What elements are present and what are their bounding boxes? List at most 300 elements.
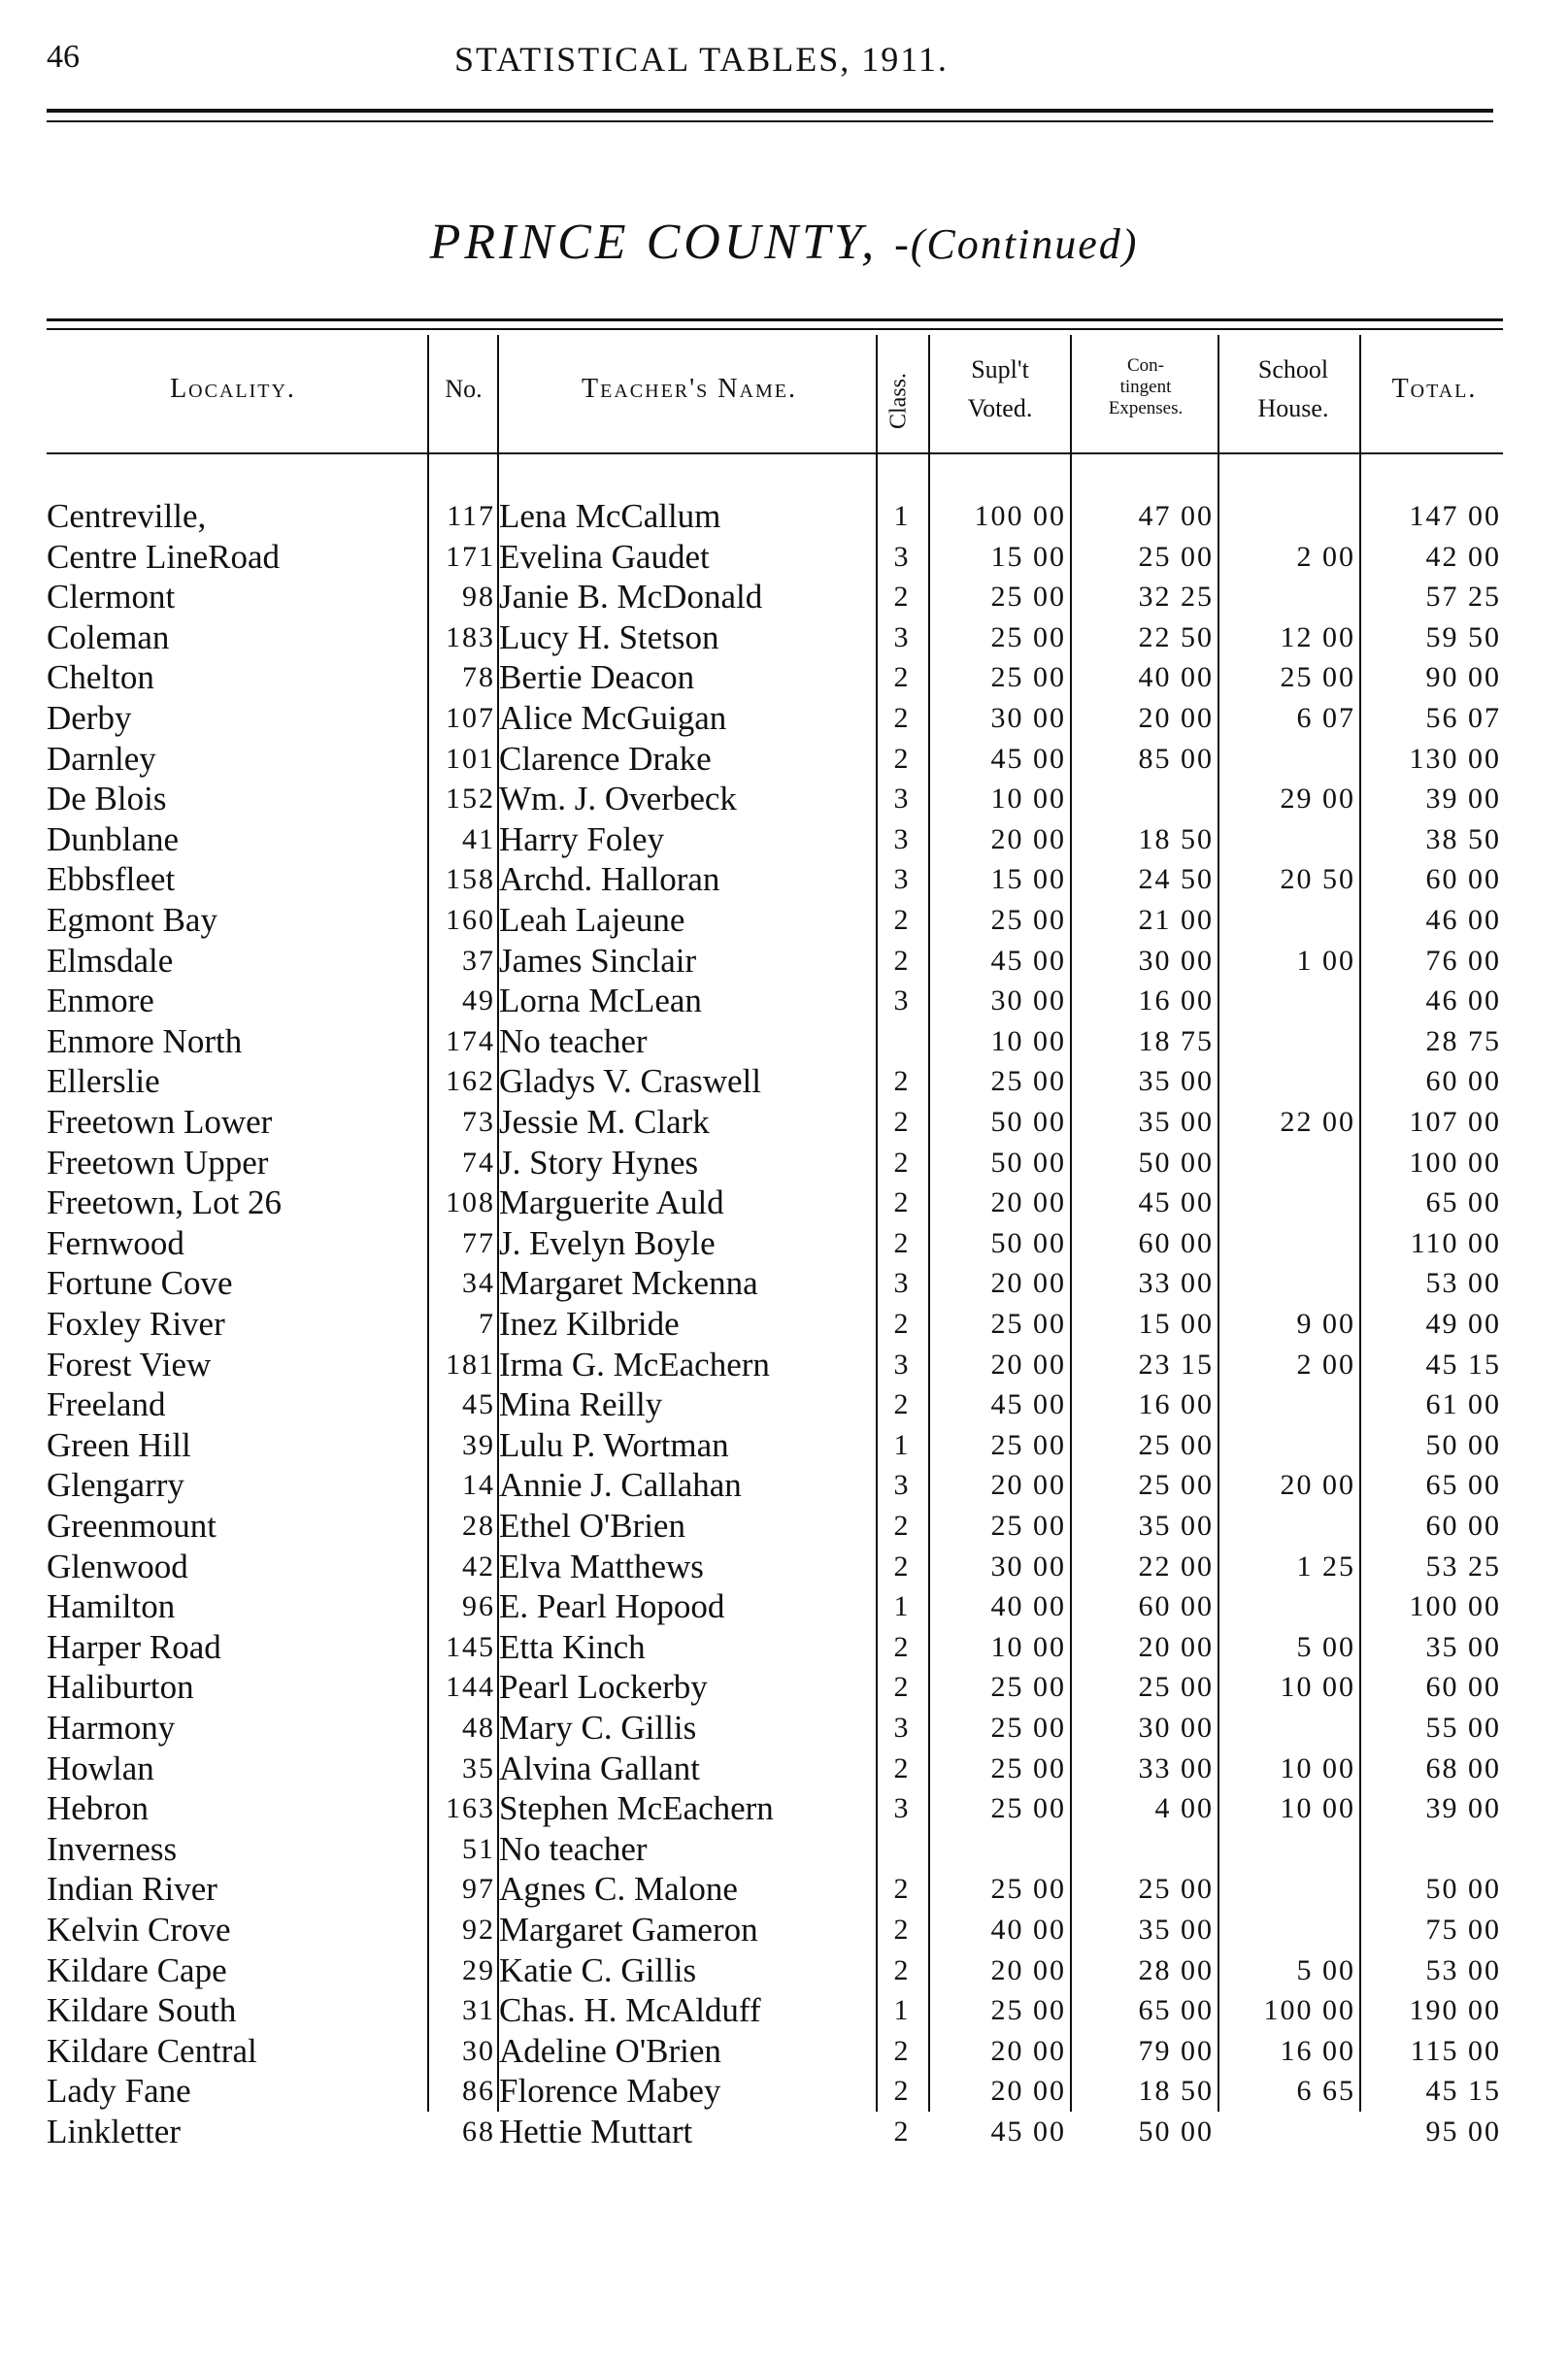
total-cell: 147 00 [1409,500,1501,532]
locality-cell: Enmore North [47,1021,243,1060]
contingent-expenses-cell: 47 00 [1138,500,1214,532]
total-cell: 46 00 [1425,904,1501,936]
class-cell: 2 [893,904,911,936]
number-cell: 14 [462,1469,495,1502]
teacher-name-cell: Katie C. Gillis [499,1950,697,1989]
total-cell: 60 00 [1425,863,1501,896]
header-school [1225,354,1361,424]
number-cell: 97 [462,1873,495,1906]
section-title [0,214,1568,271]
header-school-line1: School [1257,355,1329,383]
total-cell: 53 00 [1425,1953,1501,1986]
school-house-cell: 2 00 [1296,1348,1355,1381]
school-house-cell: 16 00 [1280,2034,1355,2067]
suplt-voted-cell: 25 00 [990,1065,1066,1098]
locality-cell: Fortune Cove [47,1264,233,1303]
suplt-voted-cell: 25 00 [990,581,1066,614]
locality-cell: Foxley River [47,1305,225,1343]
total-cell: 60 00 [1425,1510,1501,1542]
teacher-name-cell: Margaret Gameron [499,1911,758,1949]
column-divider [1218,335,1219,2112]
header-contingent-line3: Expenses. [1108,398,1184,418]
locality-cell: De Blois [47,780,167,818]
number-cell: 145 [446,1630,495,1663]
teacher-name-cell: Jessie M. Clark [499,1103,710,1141]
suplt-voted-cell: 40 00 [990,1914,1066,1946]
teacher-name-cell: Ethel O'Brien [499,1507,685,1545]
total-cell: 60 00 [1425,1671,1501,1704]
suplt-voted-cell: 20 00 [990,1186,1066,1219]
locality-cell: Harper Road [47,1627,221,1666]
class-cell: 2 [893,1065,911,1098]
page-number: 46 [47,39,80,75]
teacher-name-cell: Adeline O'Brien [499,2031,721,2070]
total-cell: 65 00 [1425,1186,1501,1219]
locality-cell: Freeland [47,1385,166,1424]
contingent-expenses-cell: 22 00 [1138,1550,1214,1583]
suplt-voted-cell: 25 00 [990,1671,1066,1704]
total-cell: 107 00 [1409,1106,1501,1138]
locality-cell: Elmsdale [47,941,174,980]
teacher-name-cell: Gladys V. Craswell [499,1062,761,1101]
column-divider [928,335,930,2112]
teacher-name-cell: Clarence Drake [499,739,712,778]
locality-cell: Enmore [47,982,154,1020]
teacher-name-cell: Margaret Mckenna [499,1264,758,1303]
locality-cell: Derby [47,699,132,737]
number-cell: 42 [462,1550,495,1583]
number-cell: 174 [446,1024,495,1057]
contingent-expenses-cell: 30 00 [1138,944,1214,977]
class-cell: 3 [893,822,911,855]
contingent-expenses-cell: 16 00 [1138,984,1214,1017]
school-house-cell: 1 00 [1296,944,1355,977]
number-cell: 86 [462,2075,495,2108]
locality-cell: Centre LineRoad [47,537,281,576]
teacher-name-cell: Evelina Gaudet [499,537,710,576]
school-house-cell: 6 07 [1296,702,1355,734]
class-cell: 2 [893,1146,911,1179]
class-cell: 2 [893,2075,911,2108]
total-cell: 50 00 [1425,1428,1501,1461]
total-cell: 95 00 [1425,2116,1501,2148]
suplt-voted-cell: 45 00 [990,742,1066,775]
suplt-voted-cell: 25 00 [990,1792,1066,1825]
class-cell: 3 [893,863,911,896]
number-cell: 29 [462,1953,495,1986]
teacher-name-cell: No teacher [499,1829,648,1868]
total-cell: 49 00 [1425,1308,1501,1340]
class-cell: 1 [893,1994,911,2027]
number-cell: 39 [462,1428,495,1461]
contingent-expenses-cell: 25 00 [1138,1873,1214,1906]
contingent-expenses-cell: 16 00 [1138,1388,1214,1421]
class-cell: 2 [893,742,911,775]
locality-cell: Freetown Upper [47,1143,269,1182]
suplt-voted-cell: 25 00 [990,1994,1066,2027]
locality-cell: Greenmount [47,1507,217,1545]
school-house-cell: 20 00 [1280,1469,1355,1502]
locality-cell: Glenwood [47,1547,188,1585]
header-class-text: Class. [885,372,912,430]
school-house-cell: 10 00 [1280,1751,1355,1784]
suplt-voted-cell: 30 00 [990,1550,1066,1583]
contingent-expenses-cell: 32 25 [1138,581,1214,614]
teacher-name-cell: Irma G. McEachern [499,1345,770,1383]
locality-cell: Ebbsfleet [47,860,176,899]
locality-cell: Freetown, Lot 26 [47,1183,283,1222]
table-top-rule-thick [47,318,1503,321]
locality-cell: Centreville, [47,497,207,535]
header-suplt-line2: Voted. [967,394,1033,422]
total-cell: 61 00 [1425,1388,1501,1421]
contingent-expenses-cell: 50 00 [1138,2116,1214,2148]
total-cell: 53 25 [1425,1550,1501,1583]
locality-cell: Egmont Bay [47,901,217,939]
number-cell: 49 [462,984,495,1017]
total-cell: 57 25 [1425,581,1501,614]
contingent-expenses-cell: 35 00 [1138,1914,1214,1946]
suplt-voted-cell: 25 00 [990,1510,1066,1542]
class-cell: 2 [893,1226,911,1259]
teacher-name-cell: Lorna McLean [499,982,702,1020]
contingent-expenses-cell: 60 00 [1138,1226,1214,1259]
class-cell: 2 [893,1106,911,1138]
number-cell: 34 [462,1267,495,1300]
page-header [47,39,1503,97]
number-cell: 35 [462,1751,495,1784]
suplt-voted-cell: 25 00 [990,1751,1066,1784]
teacher-name-cell: Bertie Deacon [499,658,695,697]
suplt-voted-cell: 100 00 [974,500,1066,532]
suplt-voted-cell: 25 00 [990,1308,1066,1340]
column-divider [876,335,878,2112]
header-no: No. [445,375,483,403]
locality-cell: Howlan [47,1749,154,1787]
suplt-voted-cell: 45 00 [990,2116,1066,2148]
school-house-cell: 5 00 [1296,1630,1355,1663]
total-cell: 50 00 [1425,1873,1501,1906]
school-house-cell: 9 00 [1296,1308,1355,1340]
teacher-name-cell: No teacher [499,1021,648,1060]
total-cell: 39 00 [1425,783,1501,816]
locality-cell: Kildare Central [47,2031,257,2070]
contingent-expenses-cell: 24 50 [1138,863,1214,896]
contingent-expenses-cell: 30 00 [1138,1712,1214,1744]
class-cell: 2 [893,2116,911,2148]
number-cell: 101 [446,742,495,775]
school-house-cell: 10 00 [1280,1671,1355,1704]
suplt-voted-cell: 45 00 [990,1388,1066,1421]
total-cell: 46 00 [1425,984,1501,1017]
number-cell: 144 [446,1671,495,1704]
class-cell: 1 [893,1590,911,1623]
suplt-voted-cell: 25 00 [990,1873,1066,1906]
contingent-expenses-cell: 20 00 [1138,702,1214,734]
class-cell: 3 [893,620,911,653]
number-cell: 92 [462,1914,495,1946]
suplt-voted-cell: 50 00 [990,1226,1066,1259]
school-house-cell: 25 00 [1280,661,1355,694]
total-cell: 190 00 [1409,1994,1501,2027]
class-cell: 2 [893,1914,911,1946]
number-cell: 152 [446,783,495,816]
number-cell: 68 [462,2116,495,2148]
teacher-name-cell: Florence Mabey [499,2072,721,2111]
header-bottom-rule [47,452,1503,454]
teacher-name-cell: Hettie Muttart [499,2113,693,2150]
teacher-name-cell: Leah Lajeune [499,901,685,939]
total-cell: 39 00 [1425,1792,1501,1825]
teacher-name-cell: Alvina Gallant [499,1749,701,1787]
locality-cell: Kildare Cape [47,1950,227,1989]
locality-cell: Kelvin Crove [47,1911,231,1949]
contingent-expenses-cell: 28 00 [1138,1953,1214,1986]
locality-cell: Kildare South [47,1991,237,2030]
contingent-expenses-cell: 15 00 [1138,1308,1214,1340]
locality-cell: Coleman [47,617,170,656]
total-cell: 100 00 [1409,1590,1501,1623]
locality-cell: Fernwood [47,1223,184,1262]
number-cell: 117 [447,500,495,532]
contingent-expenses-cell: 33 00 [1138,1751,1214,1784]
teacher-name-cell: Lucy H. Stetson [499,617,719,656]
number-cell: 7 [479,1308,495,1340]
contingent-expenses-cell: 25 00 [1138,1428,1214,1461]
column-divider [1070,335,1072,2112]
locality-cell: Lady Fane [47,2072,191,2111]
contingent-expenses-cell: 60 00 [1138,1590,1214,1623]
contingent-expenses-cell: 23 15 [1138,1348,1214,1381]
class-cell: 1 [893,1428,911,1461]
suplt-voted-cell: 20 00 [990,2075,1066,2108]
total-cell: 59 50 [1425,620,1501,653]
total-cell: 56 07 [1425,702,1501,734]
number-cell: 51 [462,1832,495,1865]
class-cell: 3 [893,1267,911,1300]
locality-cell: Harmony [47,1709,176,1747]
contingent-expenses-cell: 18 50 [1138,2075,1214,2108]
locality-cell: Hebron [47,1789,149,1828]
class-cell: 2 [893,1388,911,1421]
suplt-voted-cell: 15 00 [990,540,1066,573]
school-house-cell: 5 00 [1296,1953,1355,1986]
number-cell: 108 [446,1186,495,1219]
teacher-name-cell: Lena McCallum [499,497,721,535]
teacher-name-cell: Wm. J. Overbeck [499,780,737,818]
total-cell: 90 00 [1425,661,1501,694]
contingent-expenses-cell: 79 00 [1138,2034,1214,2067]
teacher-name-cell: Elva Matthews [499,1547,704,1585]
locality-cell: Freetown Lower [47,1103,273,1141]
number-cell: 78 [462,661,495,694]
header-locality: Locality. [170,374,296,404]
suplt-voted-cell: 25 00 [990,620,1066,653]
contingent-expenses-cell: 18 50 [1138,822,1214,855]
total-cell: 110 00 [1410,1226,1501,1259]
number-cell: 45 [462,1388,495,1421]
contingent-expenses-cell: 22 50 [1138,620,1214,653]
teacher-name-cell: Etta Kinch [499,1627,646,1666]
class-cell: 1 [893,500,911,532]
contingent-expenses-cell: 21 00 [1138,904,1214,936]
header-contingent-line1: Con- [1127,355,1164,376]
suplt-voted-cell: 10 00 [990,1024,1066,1057]
teacher-name-cell: Chas. H. McAlduff [499,1991,761,2030]
teacher-name-cell: Marguerite Auld [499,1183,724,1222]
number-cell: 158 [446,863,495,896]
contingent-expenses-cell: 40 00 [1138,661,1214,694]
section-continued: -(Continued) [894,220,1139,268]
teacher-name-cell: Janie B. McDonald [499,578,763,616]
page-title: STATISTICAL TABLES, 1911. [454,40,949,79]
number-cell: 98 [462,581,495,614]
teacher-name-cell: Stephen McEachern [499,1789,774,1828]
contingent-expenses-cell: 25 00 [1138,1671,1214,1704]
total-cell: 38 50 [1425,822,1501,855]
locality-cell: Haliburton [47,1668,194,1707]
school-house-cell: 2 00 [1296,540,1355,573]
total-cell: 45 15 [1425,2075,1501,2108]
class-cell: 2 [893,944,911,977]
class-cell: 2 [893,1510,911,1542]
teacher-name-cell: Annie J. Callahan [499,1466,742,1505]
class-cell: 2 [893,1550,911,1583]
class-cell: 2 [893,1630,911,1663]
contingent-expenses-cell: 85 00 [1138,742,1214,775]
class-cell: 2 [893,1671,911,1704]
header-contingent-line2: tingent [1119,377,1172,397]
header-suplt [932,354,1068,424]
suplt-voted-cell: 20 00 [990,822,1066,855]
class-cell: 3 [893,1348,911,1381]
locality-cell: Green Hill [47,1425,191,1464]
contingent-expenses-cell: 4 00 [1154,1792,1214,1825]
contingent-expenses-cell: 50 00 [1138,1146,1214,1179]
number-cell: 107 [446,702,495,734]
number-cell: 48 [462,1712,495,1744]
class-cell: 2 [893,1953,911,1986]
contingent-expenses-cell: 45 00 [1138,1186,1214,1219]
number-cell: 28 [462,1510,495,1542]
teacher-name-cell: James Sinclair [499,941,697,980]
teacher-name-cell: Archd. Halloran [499,860,720,899]
suplt-voted-cell: 50 00 [990,1146,1066,1179]
suplt-voted-cell: 10 00 [990,1630,1066,1663]
number-cell: 73 [462,1106,495,1138]
suplt-voted-cell: 40 00 [990,1590,1066,1623]
class-cell: 2 [893,1873,911,1906]
class-cell: 3 [893,1712,911,1744]
header-school-line2: House. [1257,394,1329,422]
suplt-voted-cell: 25 00 [990,1428,1066,1461]
table-top-rule-thin [47,328,1503,330]
teacher-name-cell: Inez Kilbride [499,1305,680,1343]
total-cell: 115 00 [1410,2034,1501,2067]
contingent-expenses-cell: 25 00 [1138,540,1214,573]
contingent-expenses-cell: 35 00 [1138,1106,1214,1138]
number-cell: 37 [462,944,495,977]
teacher-name-cell: Alice McGuigan [499,699,727,737]
contingent-expenses-cell: 25 00 [1138,1469,1214,1502]
total-cell: 68 00 [1425,1751,1501,1784]
suplt-voted-cell: 20 00 [990,1267,1066,1300]
teacher-name-cell: Mina Reilly [499,1385,663,1424]
number-cell: 41 [462,822,495,855]
class-cell: 2 [893,1751,911,1784]
contingent-expenses-cell: 20 00 [1138,1630,1214,1663]
number-cell: 163 [446,1792,495,1825]
suplt-voted-cell: 20 00 [990,1469,1066,1502]
total-cell: 28 75 [1425,1024,1501,1057]
teacher-name-cell: Agnes C. Malone [499,1870,738,1909]
suplt-voted-cell: 30 00 [990,984,1066,1017]
number-cell: 31 [462,1994,495,2027]
teacher-name-cell: J. Story Hynes [499,1143,699,1182]
class-cell: 2 [893,1186,911,1219]
suplt-voted-cell: 45 00 [990,944,1066,977]
locality-cell: Ellerslie [47,1062,160,1101]
teacher-name-cell: Mary C. Gillis [499,1709,697,1747]
suplt-voted-cell: 25 00 [990,1712,1066,1744]
contingent-expenses-cell: 35 00 [1138,1510,1214,1542]
locality-cell: Inverness [47,1829,178,1868]
total-cell: 65 00 [1425,1469,1501,1502]
header-suplt-line1: Supl't [971,355,1029,383]
total-cell: 130 00 [1409,742,1501,775]
locality-cell: Hamilton [47,1587,176,1626]
school-house-cell: 6 65 [1296,2075,1355,2108]
suplt-voted-cell: 10 00 [990,783,1066,816]
header-teacher: Teacher's Name. [582,374,797,404]
contingent-expenses-cell: 18 75 [1138,1024,1214,1057]
locality-cell: Darnley [47,739,156,778]
total-cell: 100 00 [1409,1146,1501,1179]
number-cell: 74 [462,1146,495,1179]
class-cell: 3 [893,984,911,1017]
total-cell: 45 15 [1425,1348,1501,1381]
header-class [880,348,918,454]
total-cell: 53 00 [1425,1267,1501,1300]
class-cell: 3 [893,540,911,573]
total-cell: 42 00 [1425,540,1501,573]
number-cell: 96 [462,1590,495,1623]
class-cell: 3 [893,1792,911,1825]
school-house-cell: 29 00 [1280,783,1355,816]
number-cell: 162 [446,1065,495,1098]
number-cell: 181 [446,1348,495,1381]
school-house-cell: 1 25 [1296,1550,1355,1583]
header-contingent [1078,355,1214,419]
locality-cell: Dunblane [47,819,180,858]
number-cell: 77 [462,1226,495,1259]
suplt-voted-cell: 20 00 [990,2034,1066,2067]
column-divider [1359,335,1361,2112]
class-cell: 3 [893,783,911,816]
locality-cell: Clermont [47,578,176,616]
total-cell: 76 00 [1425,944,1501,977]
school-house-cell: 10 00 [1280,1792,1355,1825]
header-rule-thin [47,120,1493,122]
teacher-name-cell: J. Evelyn Boyle [499,1223,716,1262]
number-cell: 30 [462,2034,495,2067]
number-cell: 171 [446,540,495,573]
suplt-voted-cell: 25 00 [990,904,1066,936]
total-cell: 35 00 [1425,1630,1501,1663]
school-house-cell: 20 50 [1280,863,1355,896]
school-house-cell: 22 00 [1280,1106,1355,1138]
teacher-name-cell: E. Pearl Hopood [499,1587,725,1626]
